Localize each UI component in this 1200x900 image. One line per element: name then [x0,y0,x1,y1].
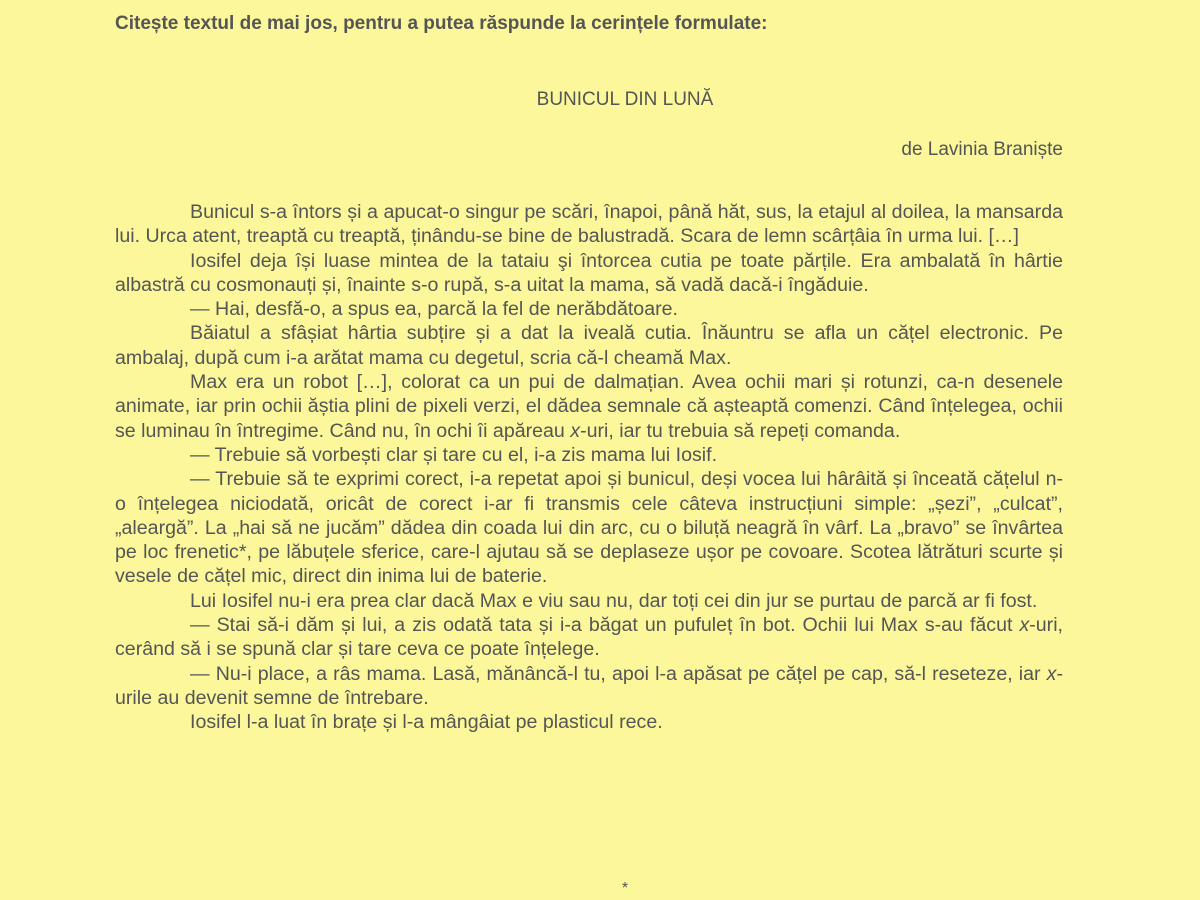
paragraph: Iosifel deja își luase mintea de la tataiu şi întorcea cutia pe toate părțile. Era ambalată în hârtie albastră cu cosmonauți și, înainte s-o rupă, s-a uitat la mama, să vadă dacă-i îngăduie. [115,249,1063,296]
paragraph: Iosifel l-a luat în brațe și l-a mângâiat pe plasticul rece. [190,711,663,734]
paragraph: Bunicul s-a întors și a apucat-o singur pe scări, înapoi, până hăt, sus, la etajul al doilea, la mansarda lui. Urca atent, treaptă cu treaptă, ținându-se bine de balustradă. Scara de lemn scârțâia în urma lui. […] [115,201,1063,248]
paragraph: Max era un robot […], colorat ca un pui de dalmațian. Avea ochii mari și rotunzi, ca-n desenele animate, iar prin ochii ăștia plini de pixeli verzi, el dădea semnale că așteaptă comenzi. Când înțelegea, ochii se luminau în întregime. Când nu, în ochi îi apăreau x-uri, iar tu trebuia să repeți comanda. [115,371,1063,442]
instruction-heading: Citește textul de mai jos, pentru a putea răspunde la cerințele formulate: [115,13,768,34]
paragraph: — Stai să-i dăm și lui, a zis odată tata și i-a băgat un pufuleț în bot. Ochii lui Max s-au făcut x-uri, cerând să i se spună clar și tare ceva ce poate înțelege. [115,614,1063,661]
section-separator: * [621,880,629,897]
story-author: de Lavinia Braniște [901,139,1063,160]
paragraph: — Hai, desfă-o, a spus ea, parcă la fel de nerăbdătoare. [190,298,678,321]
story-title: BUNICUL DIN LUNĂ [536,89,714,110]
paragraph: — Trebuie să te exprimi corect, i-a repetat apoi și bunicul, deși vocea lui hârâită și înceată cățelul n-o înțelegea niciodată, oricât de corect i-ar fi transmis cele câteva instrucțiuni simple: „șezi”, „culcat”, „aleargă”. La „hai să ne jucăm” dădea din coada lui din arc, cu o biluță neagră în vârf. La „bravo” se învârtea pe loc frenetic*, pe lăbuțele sferice, care-l ajutau să se deplaseze ușor pe covoare. Scotea lătrături scurte și vesele de cățel mic, direct din inima lui de baterie. [115,468,1063,588]
document-page [115,0,1063,900]
paragraph: — Nu-i place, a râs mama. Lasă, mănâncă-l tu, apoi l-a apăsat pe cățel pe cap, să-l reseteze, iar x-urile au devenit semne de întrebare. [115,662,1063,709]
story-text [115,200,1063,735]
paragraph: Băiatul a sfâșiat hârtia subțire și a dat la iveală cutia. Înăuntru se afla un cățel electronic. Pe ambalaj, după cum i-a arătat mama cu degetul, scria că-l cheamă Max. [115,322,1063,369]
paragraph: — Trebuie să vorbești clar și tare cu el, i-a zis mama lui Iosif. [190,443,718,466]
paragraph: Lui Iosifel nu-i era prea clar dacă Max e viu sau nu, dar toți cei din jur se purtau de parcă ar fi fost. [190,589,1038,612]
